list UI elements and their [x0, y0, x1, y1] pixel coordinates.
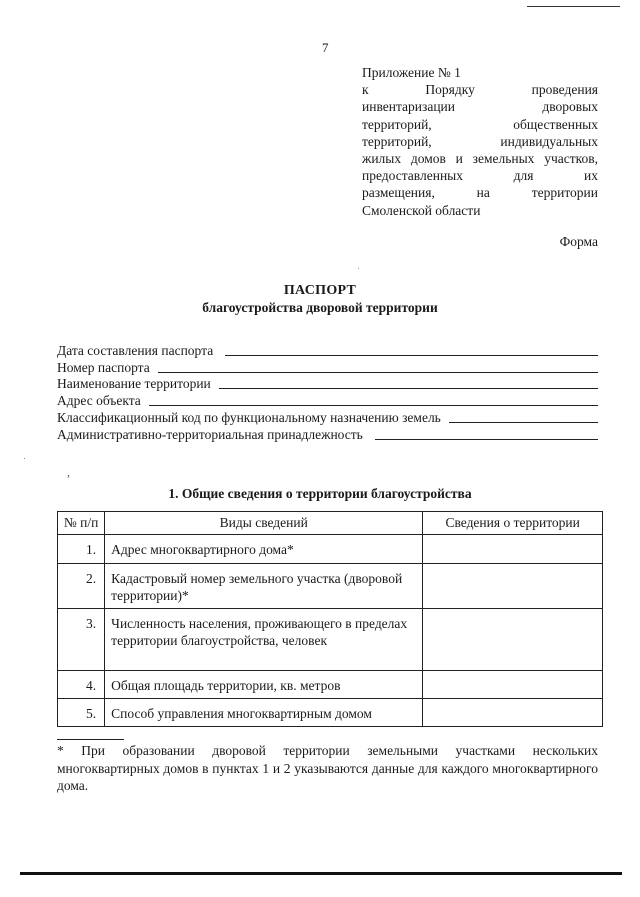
header-value: Сведения о территории [423, 512, 603, 535]
appendix-line: Приложение № 1 [362, 65, 461, 80]
field-label: Административно-территориальная принадлежность [57, 426, 363, 442]
appendix-line: размещения, на территории [362, 185, 598, 201]
table-row [58, 535, 603, 564]
appendix-line: к Порядку проведения [362, 82, 598, 98]
appendix-line: жилых домов и земельных участков, [362, 150, 598, 166]
scan-speck [358, 268, 359, 269]
top-rule [527, 6, 620, 7]
passport-fields [57, 342, 598, 443]
appendix-block [362, 64, 598, 219]
row-number: 3. [58, 609, 105, 671]
document-subtitle: благоустройства дворовой территории [202, 300, 438, 315]
fill-line[interactable] [158, 372, 598, 373]
row-number: 1. [58, 535, 105, 564]
fill-line[interactable] [149, 405, 598, 406]
row-description: Численность населения, проживающего в пределах территории благоустройства, человек [105, 609, 423, 671]
row-description: Кадастровый номер земельного участка (дворовой территории)* [105, 564, 423, 609]
field-admin-affiliation [57, 426, 598, 443]
fill-line[interactable] [219, 388, 598, 389]
field-label: Дата составления паспорта [57, 342, 214, 358]
row-description: Адрес многоквартирного дома* [105, 535, 423, 564]
row-number: 5. [58, 699, 105, 727]
appendix-line: территорий, индивидуальных [362, 133, 598, 149]
appendix-line: инвентаризации дворовых [362, 99, 598, 115]
page-number: 7 [322, 40, 329, 55]
field-date [57, 342, 598, 359]
table-row [58, 564, 603, 609]
header-kind: Виды сведений [105, 512, 423, 535]
bottom-rule [20, 872, 622, 875]
document-title: ПАСПОРТ [283, 283, 357, 298]
field-label: Адрес объекта [57, 393, 141, 409]
footnote-rule [57, 739, 124, 740]
field-label: Наименование территории [57, 376, 211, 392]
field-number [57, 359, 598, 376]
appendix-line: территорий, общественных [362, 116, 598, 132]
table-header-row [58, 512, 603, 535]
row-number: 2. [58, 564, 105, 609]
field-label: Классификационный код по функциональному назначению земель [57, 409, 441, 425]
scan-speck [24, 458, 25, 459]
field-address [57, 392, 598, 409]
appendix-line: Смоленской области [362, 202, 481, 218]
appendix-line: предоставленных для их [362, 168, 598, 184]
field-classification-code [57, 409, 598, 426]
row-value-cell[interactable] [423, 564, 603, 609]
table-row [58, 609, 603, 671]
field-label: Номер паспорта [57, 359, 150, 375]
table-row [58, 671, 603, 699]
field-territory-name [57, 376, 598, 393]
table-row [58, 699, 603, 727]
row-description: Способ управления многоквартирным домом [105, 699, 423, 727]
fill-line[interactable] [449, 422, 598, 423]
row-description: Общая площадь территории, кв. метров [105, 671, 423, 699]
row-value-cell[interactable] [423, 535, 603, 564]
footnote: * При образовании дворовой территории земельными участками нескольких многоквартирных домов в пунктах 1 и 2 указываются данные для каждого многоквартирного дома. [57, 743, 598, 793]
row-value-cell[interactable] [423, 671, 603, 699]
scan-mark: , [67, 465, 70, 479]
row-number: 4. [58, 671, 105, 699]
row-value-cell[interactable] [423, 609, 603, 671]
section-title: 1. Общие сведения о территории благоустройства [168, 486, 472, 501]
row-value-cell[interactable] [423, 699, 603, 727]
header-number: № п/п [58, 512, 105, 535]
fill-line[interactable] [225, 355, 598, 356]
info-table [57, 511, 603, 727]
fill-line[interactable] [375, 439, 598, 440]
form-label: Форма [559, 234, 598, 249]
